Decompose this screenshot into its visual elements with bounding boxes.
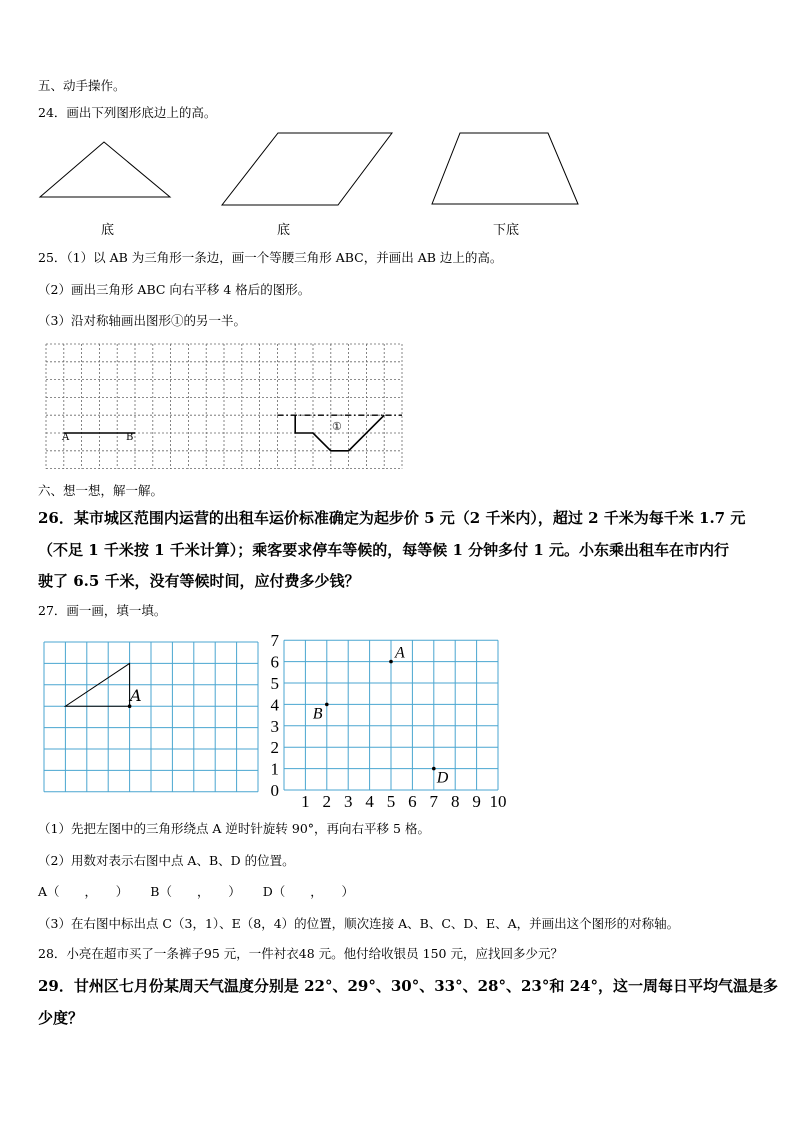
y-tick-label-7: 7 — [270, 631, 279, 651]
q24-trapezoid — [432, 133, 578, 204]
q25-label-a: A — [62, 432, 70, 443]
question-26-line-3: 驶了 6.5 千米，没有等候时间，应付费多少钱？ — [38, 572, 360, 590]
point-a-label: A — [395, 644, 405, 662]
x-tick-label-6: 6 — [408, 792, 417, 811]
blank-point-a[interactable]: A（ ， ） — [38, 884, 129, 899]
x-tick-label-5: 5 — [386, 792, 396, 811]
question-26-line-1: 26．某市城区范围内运营的出租车运价标准确定为起步价 5 元（2 千米内），超过 2 千米为每千米 1.7 元 — [38, 509, 746, 527]
point-d-label: D — [436, 769, 449, 787]
question-24-text: 24．画出下列图形底边上的高。 — [38, 105, 217, 120]
section-6-title: 六、想一想，解一解。 — [38, 483, 164, 498]
x-tick-label-3: 3 — [343, 792, 353, 811]
question-27-sub-3: （3）在右图中标出点 C（3，1）、E（8，4）的位置，顺次连接 A、B、C、D、E、A，并画出这个图形的对称轴。 — [38, 916, 680, 931]
question-27-sub-2: （2）用数对表示右图中点 A、B、D 的位置。 — [38, 853, 295, 868]
q27-right-coordinate-grid — [262, 630, 512, 810]
point-b — [325, 703, 329, 707]
point-b-label: B — [312, 705, 323, 723]
x-tick-label-7: 7 — [429, 792, 439, 811]
section-5-title: 五、动手操作。 — [38, 78, 126, 93]
y-tick-label-4: 4 — [270, 695, 279, 715]
x-tick-label-4: 4 — [365, 792, 374, 811]
q24-parallelogram — [222, 133, 392, 205]
question-27-sub-1: （1）先把左图中的三角形绕点 A 逆时针旋转 90°，再向右平移 5 格。 — [38, 821, 430, 836]
x-tick-label-8: 8 — [450, 792, 460, 811]
x-tick-label-10: 10 — [489, 792, 507, 811]
y-tick-label-0: 0 — [270, 781, 279, 800]
point-a — [389, 660, 393, 664]
y-tick-label-1: 1 — [270, 759, 279, 779]
question-25-line-3: （3）沿对称轴画出图形①的另一半。 — [38, 313, 246, 328]
question-29-line-1: 29．甘州区七月份某周天气温度分别是 22°、29°、30°、33°、28°、23°和 24°，这一周每日平均气温是多 — [38, 977, 778, 995]
blank-point-d[interactable]: D（ ， ） — [262, 884, 354, 899]
point-d — [432, 767, 436, 771]
q24-caption-parallelogram: 底 — [277, 223, 291, 238]
y-tick-label-3: 3 — [270, 716, 279, 736]
q27-left-point-a-label: A — [130, 686, 142, 705]
q27-left-grid — [44, 642, 260, 794]
q25-dotted-grid — [46, 344, 402, 472]
blank-point-b[interactable]: B（ ， ） — [150, 884, 241, 899]
x-tick-label-2: 2 — [322, 792, 332, 811]
question-29-line-2: 少度？ — [38, 1009, 84, 1027]
y-tick-label-2: 2 — [270, 738, 279, 758]
y-tick-label-5: 5 — [270, 674, 279, 693]
x-tick-label-9: 9 — [472, 792, 481, 811]
question-28-text: 28．小亮在超市买了一条裤子95 元，一件衬衣48 元。他付给收银员 150 元，应找回多少元？ — [38, 946, 563, 961]
q25-figure-1-label: ① — [332, 420, 342, 433]
q24-caption-triangle: 底 — [101, 223, 115, 238]
question-26-line-2: （不足 1 千米按 1 千米计算）；乘客要求停车等候的，每等候 1 分钟多付 1 元。小东乘出租车在市内行 — [38, 541, 730, 559]
y-tick-label-6: 6 — [270, 652, 279, 672]
question-25-line-1: 25．（1）以 AB 为三角形一条边，画一个等腰三角形 ABC，并画出 AB 边上的高。 — [38, 250, 503, 265]
q25-label-b: B — [126, 432, 134, 443]
question-27-text: 27．画一画，填一填。 — [38, 603, 167, 618]
question-25-line-2: （2）画出三角形 ABC 向右平移 4 格后的图形。 — [38, 282, 311, 297]
question-27-blanks — [38, 884, 372, 900]
x-tick-label-1: 1 — [301, 792, 310, 811]
q24-caption-trapezoid: 下底 — [493, 223, 520, 238]
